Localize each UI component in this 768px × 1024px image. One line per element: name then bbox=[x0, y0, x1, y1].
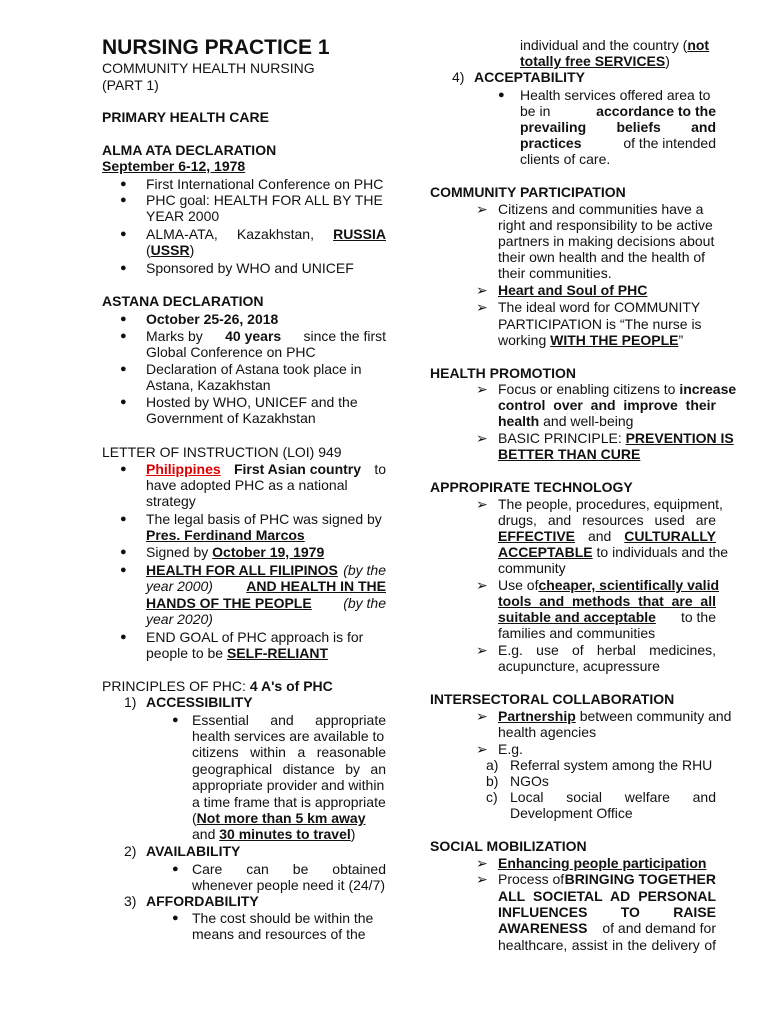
list-item: Enhancing people participation bbox=[498, 855, 707, 871]
arrow-bullet-icon: ➢ bbox=[476, 430, 488, 446]
bullet-icon: ● bbox=[172, 714, 179, 726]
list-item: Hosted by WHO, UNICEF and the bbox=[146, 394, 358, 410]
list-item: First International Conference on PHC bbox=[146, 176, 384, 192]
arrow-bullet-icon: ➢ bbox=[476, 642, 488, 658]
list-item-cont: control over and improve their bbox=[498, 397, 716, 413]
list-item: ALMA-ATA, Kazakhstan, RUSSIA bbox=[146, 226, 386, 242]
list-item-cont: individual and the country (not bbox=[520, 37, 710, 53]
bullet-icon: ● bbox=[120, 396, 127, 408]
list-item: END GOAL of PHC approach is for bbox=[146, 629, 364, 645]
list-item-cont: geographical distance by an bbox=[192, 761, 386, 777]
list-item-cont: INFLUENCES TO RAISE bbox=[498, 904, 716, 920]
list-number: 1) bbox=[124, 694, 137, 710]
list-number: 3) bbox=[124, 893, 137, 909]
list-item: Marks by 40 years since the first bbox=[146, 328, 386, 344]
list-item: October 25-26, 2018 bbox=[146, 311, 279, 327]
bullet-icon: ● bbox=[120, 546, 127, 558]
list-item-cont: a time frame that is appropriate bbox=[192, 794, 386, 810]
list-item-cont: families and communities bbox=[498, 625, 656, 641]
list-item: The cost should be within the bbox=[192, 910, 374, 926]
arrow-bullet-icon: ➢ bbox=[476, 299, 488, 315]
list-item: NGOs bbox=[510, 773, 549, 789]
intersectoral-collaboration-heading: INTERSECTORAL COLLABORATION bbox=[430, 691, 675, 707]
list-item-cont: (Not more than 5 km away bbox=[192, 810, 366, 826]
arrow-bullet-icon: ➢ bbox=[476, 871, 488, 887]
bullet-icon: ● bbox=[120, 194, 127, 206]
loi-heading: LETTER OF INSTRUCTION (LOI) 949 bbox=[102, 444, 342, 460]
list-item: Essential and appropriate bbox=[192, 712, 386, 728]
list-item-cont: ACCEPTABLE to individuals and the bbox=[498, 544, 729, 560]
list-item-cont: YEAR 2000 bbox=[146, 208, 220, 224]
principles-heading: PRINCIPLES OF PHC: 4 A's of PHC bbox=[102, 678, 333, 694]
list-item-cont: health and well-being bbox=[498, 413, 634, 429]
list-item: HEALTH FOR ALL FILIPINOS (by the bbox=[146, 562, 386, 578]
list-item: E.g. bbox=[498, 741, 523, 757]
list-item-cont: people to be SELF-RELIANT bbox=[146, 645, 329, 661]
list-letter: b) bbox=[486, 773, 499, 789]
arrow-bullet-icon: ➢ bbox=[476, 855, 488, 871]
astana-heading: ASTANA DECLARATION bbox=[102, 293, 264, 309]
list-item-cont: Global Conference on PHC bbox=[146, 344, 316, 360]
list-item-cont: be in accordance to the bbox=[520, 103, 716, 119]
bullet-icon: ● bbox=[172, 863, 179, 875]
list-item-cont: their own health and the health of bbox=[498, 249, 706, 265]
list-item: Declaration of Astana took place in bbox=[146, 361, 362, 377]
list-item-cont: BETTER THAN CURE bbox=[498, 446, 641, 462]
bullet-icon: ● bbox=[120, 631, 127, 643]
list-item: Citizens and communities have a bbox=[498, 201, 704, 217]
arrow-bullet-icon: ➢ bbox=[476, 741, 488, 757]
list-item-cont: have adopted PHC as a national bbox=[146, 477, 348, 493]
list-item-cont: Development Office bbox=[510, 805, 633, 821]
arrow-bullet-icon: ➢ bbox=[476, 496, 488, 512]
list-item-cont: HANDS OF THE PEOPLE (by the bbox=[146, 595, 386, 611]
social-mobilization-heading: SOCIAL MOBILIZATION bbox=[430, 838, 587, 854]
arrow-bullet-icon: ➢ bbox=[476, 381, 488, 397]
bullet-icon: ● bbox=[120, 513, 127, 525]
bullet-icon: ● bbox=[120, 178, 127, 190]
list-item-cont: clients of care. bbox=[520, 151, 611, 167]
bullet-icon: ● bbox=[120, 330, 127, 342]
bullet-icon: ● bbox=[120, 228, 127, 240]
list-item: BASIC PRINCIPLE: PREVENTION IS bbox=[498, 430, 734, 446]
list-item-cont: suitable and acceptable to the bbox=[498, 609, 716, 625]
list-item-cont: (USSR) bbox=[146, 242, 195, 258]
list-item-cont: Pres. Ferdinand Marcos bbox=[146, 527, 305, 543]
arrow-bullet-icon: ➢ bbox=[476, 201, 488, 217]
list-item-cont: community bbox=[498, 560, 566, 576]
list-item-cont: health agencies bbox=[498, 724, 597, 740]
alma-ata-heading: ALMA ATA DECLARATION bbox=[102, 142, 277, 158]
list-item: The people, procedures, equipment, bbox=[498, 496, 723, 512]
list-item-cont: appropriate provider and within bbox=[192, 777, 385, 793]
bullet-icon: ● bbox=[120, 463, 127, 475]
list-item-cont: practices of the intended bbox=[520, 135, 716, 151]
list-item: Heart and Soul of PHC bbox=[498, 282, 648, 298]
list-item-cont: health services are available to bbox=[192, 728, 385, 744]
document-title: NURSING PRACTICE 1 bbox=[102, 36, 330, 59]
list-item: Referral system among the RHU bbox=[510, 757, 713, 773]
list-item: Care can be obtained bbox=[192, 861, 386, 877]
list-item-cont: and 30 minutes to travel) bbox=[192, 826, 356, 842]
appropriate-technology-heading: APPROPIRATE TECHNOLOGY bbox=[430, 479, 633, 495]
subtitle: COMMUNITY HEALTH NURSING bbox=[102, 60, 315, 76]
list-item: Process of BRINGING TOGETHER bbox=[498, 871, 716, 887]
list-item-cont: citizens within a reasonable bbox=[192, 744, 386, 760]
principle-title: ACCESSIBILITY bbox=[146, 694, 253, 710]
health-promotion-heading: HEALTH PROMOTION bbox=[430, 365, 576, 381]
list-item-cont: PARTICIPATION is “The nurse is bbox=[498, 316, 702, 332]
bullet-icon: ● bbox=[172, 912, 179, 924]
list-item: E.g. use of herbal medicines, bbox=[498, 642, 716, 658]
subtitle-part: (PART 1) bbox=[102, 77, 159, 93]
list-item-cont: Astana, Kazakhstan bbox=[146, 377, 271, 393]
principle-title: AFFORDABILITY bbox=[146, 893, 259, 909]
bullet-icon: ● bbox=[498, 89, 505, 101]
list-item-cont: prevailing beliefs and bbox=[520, 119, 716, 135]
alma-ata-date: September 6-12, 1978 bbox=[102, 158, 246, 174]
list-item-cont: totally free SERVICES) bbox=[520, 53, 670, 69]
list-item: PHC goal: HEALTH FOR ALL BY THE bbox=[146, 192, 383, 208]
list-item-cont: whenever people need it (24/7) bbox=[192, 877, 386, 893]
section-heading-phc: PRIMARY HEALTH CARE bbox=[102, 109, 269, 125]
list-item-cont: partners in making decisions about bbox=[498, 233, 715, 249]
arrow-bullet-icon: ➢ bbox=[476, 577, 488, 593]
list-item-cont: their communities. bbox=[498, 265, 612, 281]
bullet-icon: ● bbox=[120, 564, 127, 576]
list-item-cont: Government of Kazakhstan bbox=[146, 410, 316, 426]
list-item: Philippines First Asian country to bbox=[146, 461, 386, 477]
list-letter: c) bbox=[486, 789, 498, 805]
list-item: Signed by October 19, 1979 bbox=[146, 544, 325, 560]
bullet-icon: ● bbox=[120, 363, 127, 375]
list-item: The legal basis of PHC was signed by bbox=[146, 511, 382, 527]
list-item-cont: AWARENESS of and demand for bbox=[498, 920, 716, 936]
arrow-bullet-icon: ➢ bbox=[476, 282, 488, 298]
list-item: Partnership between community and bbox=[498, 708, 732, 724]
list-item-cont: means and resources of the bbox=[192, 926, 366, 942]
list-number: 4) bbox=[452, 69, 465, 85]
list-item: Sponsored by WHO and UNICEF bbox=[146, 260, 354, 276]
list-number: 2) bbox=[124, 843, 137, 859]
list-item-cont: EFFECTIVE and CULTURALLY bbox=[498, 528, 716, 544]
community-participation-heading: COMMUNITY PARTICIPATION bbox=[430, 184, 626, 200]
list-item-cont: right and responsibility to be active bbox=[498, 217, 713, 233]
bullet-icon: ● bbox=[120, 262, 127, 274]
list-item: Health services offered area to bbox=[520, 87, 711, 103]
list-item-cont: tools and methods that are all bbox=[498, 593, 716, 609]
principle-title: AVAILABILITY bbox=[146, 843, 241, 859]
list-letter: a) bbox=[486, 757, 499, 773]
list-item-cont: year 2020) bbox=[146, 611, 213, 627]
list-item: The ideal word for COMMUNITY bbox=[498, 299, 701, 315]
list-item-cont: acupuncture, acupressure bbox=[498, 658, 660, 674]
list-item-cont: year 2000) AND HEALTH IN THE bbox=[146, 578, 386, 594]
list-item: Focus or enabling citizens to increase bbox=[498, 381, 737, 397]
principle-title: ACCEPTABILITY bbox=[474, 69, 585, 85]
list-item: Local social welfare and bbox=[510, 789, 716, 805]
list-item-cont: working WITH THE PEOPLE” bbox=[498, 332, 684, 348]
bullet-icon: ● bbox=[120, 313, 127, 325]
list-item-cont: strategy bbox=[146, 493, 196, 509]
list-item: Use of cheaper, scientifically valid bbox=[498, 577, 720, 593]
list-item-cont: drugs, and resources used are bbox=[498, 512, 716, 528]
list-item-cont: healthcare, assist in the delivery of bbox=[498, 937, 716, 953]
list-item-cont: ALL SOCIETAL AD PERSONAL bbox=[498, 888, 716, 904]
arrow-bullet-icon: ➢ bbox=[476, 708, 488, 724]
